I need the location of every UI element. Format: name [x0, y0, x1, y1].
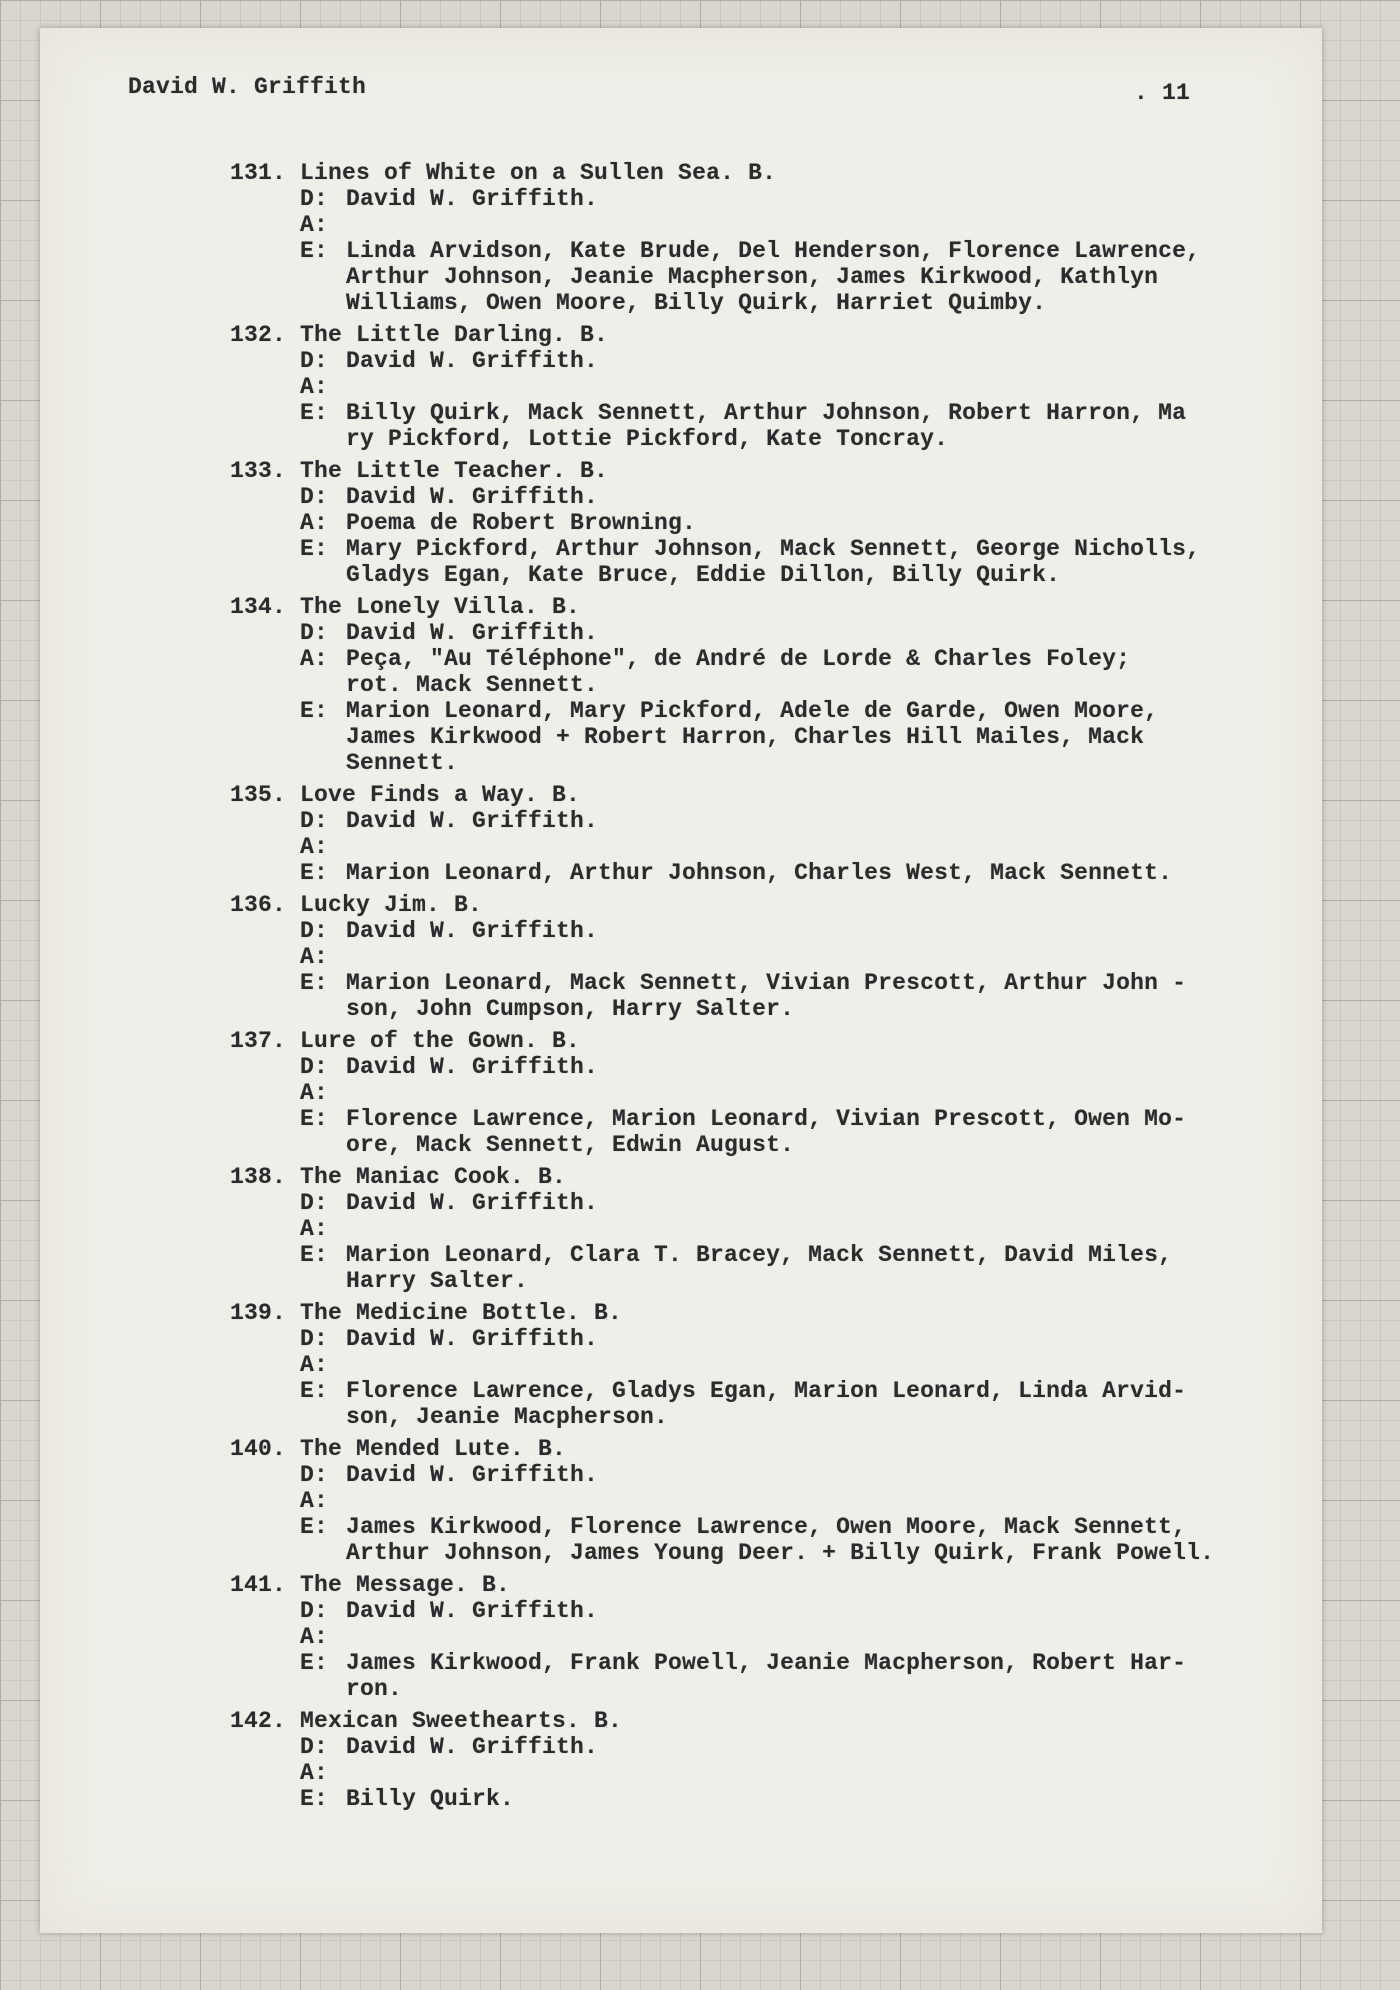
director-label: D:	[300, 1734, 329, 1760]
film-entry	[230, 458, 1280, 588]
source-row	[230, 1624, 1280, 1650]
cast-label: E:	[300, 860, 329, 886]
cast-row	[230, 1650, 1280, 1702]
film-number: 141.	[230, 1572, 287, 1598]
director-label: D:	[300, 808, 329, 834]
cast-value: Florence Lawrence, Marion Leonard, Vivian Prescott, Owen Mo- ore, Mack Sennett, Edwin August.	[346, 1106, 1187, 1158]
cast-value: Linda Arvidson, Kate Brude, Del Henderson, Florence Lawrence, Arthur Johnson, Jeanie Macpherson, James Kirkwood, Kathlyn Williams, Owen Moore, Billy Quirk, Harriet Quimby.	[346, 238, 1201, 316]
film-number: 136.	[230, 892, 287, 918]
cast-row	[230, 1106, 1280, 1158]
source-value	[346, 212, 1280, 238]
film-entry-heading	[230, 160, 1280, 186]
film-entry-heading	[230, 1300, 1280, 1326]
director-value: David W. Griffith.	[346, 1734, 599, 1760]
film-number: 135.	[230, 782, 287, 808]
director-value: David W. Griffith.	[346, 918, 599, 944]
source-value	[346, 1760, 1280, 1786]
film-number: 134.	[230, 594, 287, 620]
film-entry-heading	[230, 1436, 1280, 1462]
cast-label: E:	[300, 1242, 329, 1268]
director-label: D:	[300, 348, 329, 374]
film-entry-heading	[230, 892, 1280, 918]
film-entry-heading	[230, 458, 1280, 484]
director-value: David W. Griffith.	[346, 1598, 599, 1624]
source-label: A:	[300, 1080, 329, 1106]
cast-label: E:	[300, 1650, 329, 1676]
film-title: Love Finds a Way. B.	[300, 782, 581, 808]
source-label: A:	[300, 374, 329, 400]
film-number: 137.	[230, 1028, 287, 1054]
source-label: A:	[300, 1216, 329, 1242]
cast-row	[230, 1242, 1280, 1294]
cast-value: Marion Leonard, Mack Sennett, Vivian Prescott, Arthur John - son, John Cumpson, Harry Salter.	[346, 970, 1187, 1022]
film-entry-heading	[230, 1028, 1280, 1054]
cast-row	[230, 970, 1280, 1022]
director-value: David W. Griffith.	[346, 1190, 599, 1216]
source-row	[230, 834, 1280, 860]
director-row	[230, 808, 1280, 834]
director-label: D:	[300, 918, 329, 944]
film-number: 133.	[230, 458, 287, 484]
director-row	[230, 186, 1280, 212]
cast-value: Mary Pickford, Arthur Johnson, Mack Sennett, George Nicholls, Gladys Egan, Kate Bruce, Eddie Dillon, Billy Quirk.	[346, 536, 1201, 588]
source-value	[346, 1352, 1280, 1378]
cast-value: Billy Quirk.	[346, 1786, 515, 1812]
film-entry	[230, 594, 1280, 776]
film-entry-heading	[230, 1708, 1280, 1734]
film-entry	[230, 782, 1280, 886]
film-entry	[230, 1028, 1280, 1158]
cast-row	[230, 1514, 1280, 1566]
source-value: Peça, "Au Téléphone", de André de Lorde & Charles Foley; rot. Mack Sennett.	[346, 646, 1131, 698]
source-value	[346, 834, 1280, 860]
cast-value: Marion Leonard, Mary Pickford, Adele de Garde, Owen Moore, James Kirkwood + Robert Harron, Charles Hill Mailes, Mack Sennett.	[346, 698, 1159, 776]
director-value: David W. Griffith.	[346, 186, 599, 212]
page-number: . 11	[1133, 80, 1190, 106]
director-row	[230, 1190, 1280, 1216]
director-label: D:	[300, 1054, 329, 1080]
cast-row	[230, 698, 1280, 776]
film-number: 140.	[230, 1436, 287, 1462]
film-title: Lines of White on a Sullen Sea. B.	[300, 160, 777, 186]
film-number: 139.	[230, 1300, 287, 1326]
director-label: D:	[300, 620, 329, 646]
director-value: David W. Griffith.	[346, 620, 599, 646]
source-value	[346, 1624, 1280, 1650]
source-row	[230, 510, 1280, 536]
director-row	[230, 1598, 1280, 1624]
film-entry-heading	[230, 594, 1280, 620]
film-entry	[230, 1300, 1280, 1430]
film-entry-heading	[230, 322, 1280, 348]
film-title: Lucky Jim. B.	[300, 892, 483, 918]
cast-label: E:	[300, 970, 329, 996]
source-label: A:	[300, 1352, 329, 1378]
source-label: A:	[300, 1760, 329, 1786]
source-row	[230, 212, 1280, 238]
source-label: A:	[300, 1624, 329, 1650]
cast-label: E:	[300, 698, 329, 724]
cast-row	[230, 1378, 1280, 1430]
director-row	[230, 484, 1280, 510]
cast-value: James Kirkwood, Florence Lawrence, Owen Moore, Mack Sennett, Arthur Johnson, James Young Deer. + Billy Quirk, Frank Powell.	[346, 1514, 1215, 1566]
cast-label: E:	[300, 1514, 329, 1540]
film-entry	[230, 1708, 1280, 1812]
typed-sheet	[40, 28, 1322, 1933]
director-value: David W. Griffith.	[346, 1326, 599, 1352]
film-entry-heading	[230, 782, 1280, 808]
film-number: 131.	[230, 160, 287, 186]
source-value	[346, 1080, 1280, 1106]
film-entry-heading	[230, 1572, 1280, 1598]
cast-label: E:	[300, 1786, 329, 1812]
film-title: The Lonely Villa. B.	[300, 594, 581, 620]
film-entry	[230, 892, 1280, 1022]
film-title: The Message. B.	[300, 1572, 511, 1598]
cast-value: Florence Lawrence, Gladys Egan, Marion Leonard, Linda Arvid- son, Jeanie Macpherson.	[346, 1378, 1187, 1430]
source-label: A:	[300, 834, 329, 860]
director-row	[230, 1734, 1280, 1760]
director-row	[230, 1054, 1280, 1080]
cast-label: E:	[300, 536, 329, 562]
director-row	[230, 1462, 1280, 1488]
director-label: D:	[300, 1190, 329, 1216]
film-title: The Maniac Cook. B.	[300, 1164, 567, 1190]
director-row	[230, 620, 1280, 646]
source-row	[230, 646, 1280, 698]
source-row	[230, 1352, 1280, 1378]
director-value: David W. Griffith.	[346, 808, 599, 834]
director-row	[230, 348, 1280, 374]
film-entry-heading	[230, 1164, 1280, 1190]
source-row	[230, 1760, 1280, 1786]
film-entry	[230, 160, 1280, 316]
director-value: David W. Griffith.	[346, 348, 599, 374]
film-entry	[230, 1572, 1280, 1702]
cast-value: Marion Leonard, Clara T. Bracey, Mack Sennett, David Miles, Harry Salter.	[346, 1242, 1173, 1294]
film-number: 142.	[230, 1708, 287, 1734]
source-value: Poema de Robert Browning.	[346, 510, 697, 536]
header-author: David W. Griffith	[128, 74, 367, 100]
source-value	[346, 944, 1280, 970]
film-title: Lure of the Gown. B.	[300, 1028, 581, 1054]
cast-row	[230, 1786, 1280, 1812]
director-label: D:	[300, 1326, 329, 1352]
director-label: D:	[300, 186, 329, 212]
source-row	[230, 1488, 1280, 1514]
director-label: D:	[300, 1462, 329, 1488]
cast-label: E:	[300, 1106, 329, 1132]
film-number: 132.	[230, 322, 287, 348]
film-entry	[230, 1164, 1280, 1294]
director-label: D:	[300, 484, 329, 510]
source-value	[346, 1216, 1280, 1242]
director-label: D:	[300, 1598, 329, 1624]
cast-value: Billy Quirk, Mack Sennett, Arthur Johnson, Robert Harron, Ma ry Pickford, Lottie Pickford, Kate Toncray.	[346, 400, 1187, 452]
cast-value: James Kirkwood, Frank Powell, Jeanie Macpherson, Robert Har- ron.	[346, 1650, 1187, 1702]
source-label: A:	[300, 212, 329, 238]
source-row	[230, 1216, 1280, 1242]
source-row	[230, 1080, 1280, 1106]
director-row	[230, 918, 1280, 944]
director-value: David W. Griffith.	[346, 484, 599, 510]
cast-row	[230, 238, 1280, 316]
director-row	[230, 1326, 1280, 1352]
film-title: The Mended Lute. B.	[300, 1436, 567, 1462]
film-number: 138.	[230, 1164, 287, 1190]
director-value: David W. Griffith.	[346, 1054, 599, 1080]
source-label: A:	[300, 944, 329, 970]
cast-label: E:	[300, 238, 329, 264]
director-value: David W. Griffith.	[346, 1462, 599, 1488]
source-row	[230, 944, 1280, 970]
cast-value: Marion Leonard, Arthur Johnson, Charles West, Mack Sennett.	[346, 860, 1173, 886]
film-entry	[230, 322, 1280, 452]
source-label: A:	[300, 510, 329, 536]
cast-row	[230, 536, 1280, 588]
source-row	[230, 374, 1280, 400]
film-title: The Little Teacher. B.	[300, 458, 609, 484]
film-title: Mexican Sweethearts. B.	[300, 1708, 623, 1734]
cast-label: E:	[300, 1378, 329, 1404]
source-value	[346, 374, 1280, 400]
source-label: A:	[300, 646, 329, 672]
filmography-list	[230, 160, 1280, 1818]
film-title: The Little Darling. B.	[300, 322, 609, 348]
source-label: A:	[300, 1488, 329, 1514]
film-entry	[230, 1436, 1280, 1566]
cast-label: E:	[300, 400, 329, 426]
source-value	[346, 1488, 1280, 1514]
film-title: The Medicine Bottle. B.	[300, 1300, 623, 1326]
cast-row	[230, 400, 1280, 452]
cast-row	[230, 860, 1280, 886]
